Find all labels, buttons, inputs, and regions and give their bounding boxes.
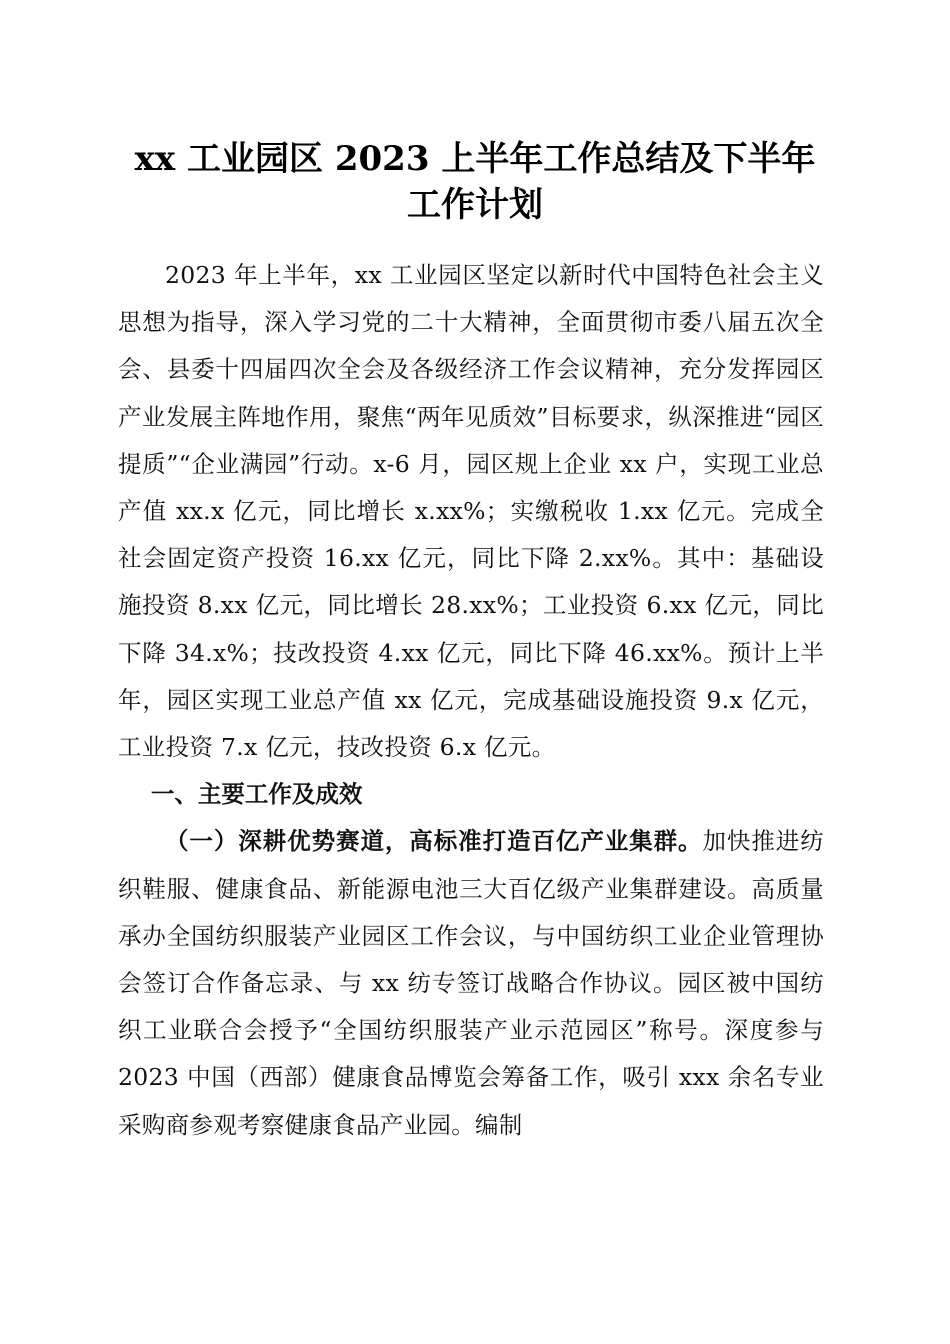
document-body <box>118 252 824 1149</box>
section-heading: 一、主要工作及成效 <box>150 780 363 809</box>
subsection-paragraph <box>118 818 824 1148</box>
intro-paragraph: 2023 年上半年，xx 工业园区坚定以新时代中国特色社会主义思想为指导，深入学习党的二十大精神，全面贯彻市委八届五次全会、县委十四届四次全会及各级经济工作会议精神，充分发挥园区产业发展主阵地作用，聚焦“两年见质效”目标要求，纵深推进“园区提质”“企业满园”行动。x-6 月，园区规上企业 xx 户，实现工业总产值 xx.x 亿元，同比增长 x.xx%；实缴税收 1.xx 亿元。完成全社会固定资产投资 16.xx 亿元，同比下降 2.xx%。其中：基础设施投资 8.xx 亿元，同比增长 28.xx%；工业投资 6.xx 亿元，同比下降 34.x%；技改投资 4.xx 亿元，同比下降 46.xx%。预计上半年，园区实现工业总产值 xx 亿元，完成基础设施投资 9.x 亿元，工业投资 7.x 亿元，技改投资 6.x 亿元。 <box>118 261 824 762</box>
subsection-text: 加快推进纺织鞋服、健康食品、新能源电池三大百亿级产业集群建设。高质量承办全国纺织服装产业园区工作会议，与中国纺织工业企业管理协会签订合作备忘录、与 xx 纺专签订战略合作协议。园区被中国纺织工业联合会授予“全国纺织服装产业示范园区”称号。深度参与 2023 中国（西部）健康食品博览会筹备工作，吸引 xxx 余名专业采购商参观考察健康食品产业园。编制 <box>118 827 824 1139</box>
document-title: xx 工业园区 2023 上半年工作总结及下半年工作计划 <box>134 139 816 225</box>
subsection-heading: （一）深耕优势赛道，高标准打造百亿产业集群。 <box>165 827 703 856</box>
